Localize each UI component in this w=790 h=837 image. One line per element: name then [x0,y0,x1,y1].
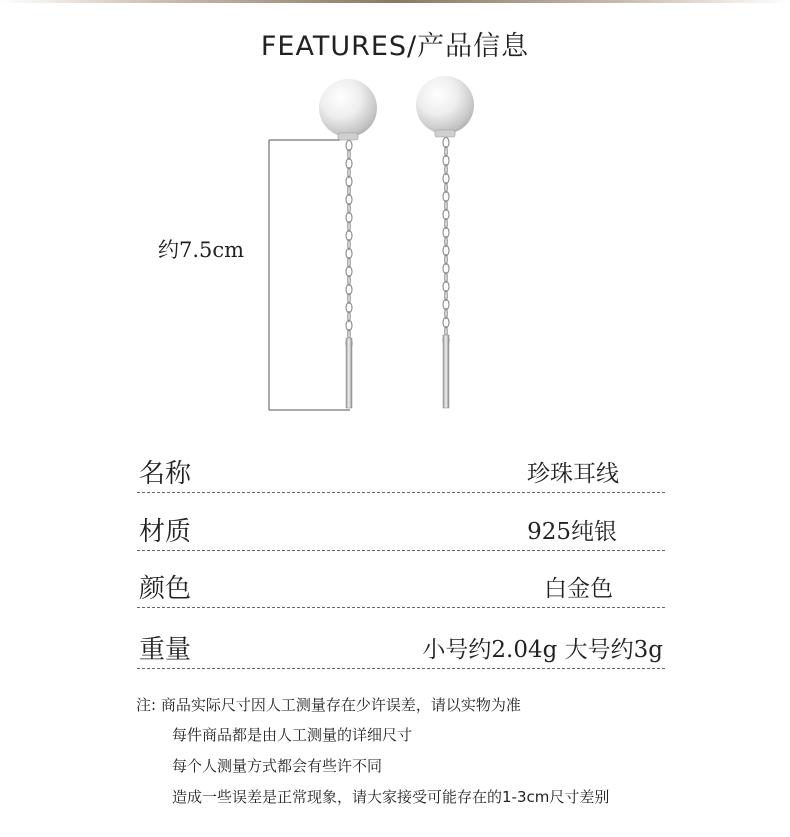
note-line-4: 造成一些误差是正常现象，请大家接受可能存在的1-3cm尺寸差别 [172,788,610,806]
note-line-3: 每个人测量方式都会有些许不同 [172,757,383,775]
length-measurement-label: 约7.5cm [158,238,245,262]
spec-row-weight [137,628,665,669]
spec-value: 珍珠耳线 [527,461,619,487]
spec-label: 颜色 [139,574,192,604]
dimension-bracket [269,140,350,410]
spec-row-name [137,452,665,493]
page-title: FEATURES/产品信息 [260,31,530,62]
spec-label: 名称 [139,459,192,489]
note-line-2: 每件商品都是由人工测量的详细尺寸 [172,726,413,744]
note-line-1: 注: 商品实际尺寸因人工测量存在少许误差，请以实物为准 [136,696,521,714]
spec-value: 925纯银 [527,519,617,545]
spec-label: 材质 [139,517,192,547]
right-pearl-earring [416,76,474,408]
spec-value: 白金色 [544,576,613,602]
left-pearl-earring [319,79,377,408]
spec-row-material [137,510,665,551]
spec-row-color [137,567,665,608]
spec-value: 小号约2.04g 大号约3g [422,637,663,663]
spec-label: 重量 [139,635,192,665]
